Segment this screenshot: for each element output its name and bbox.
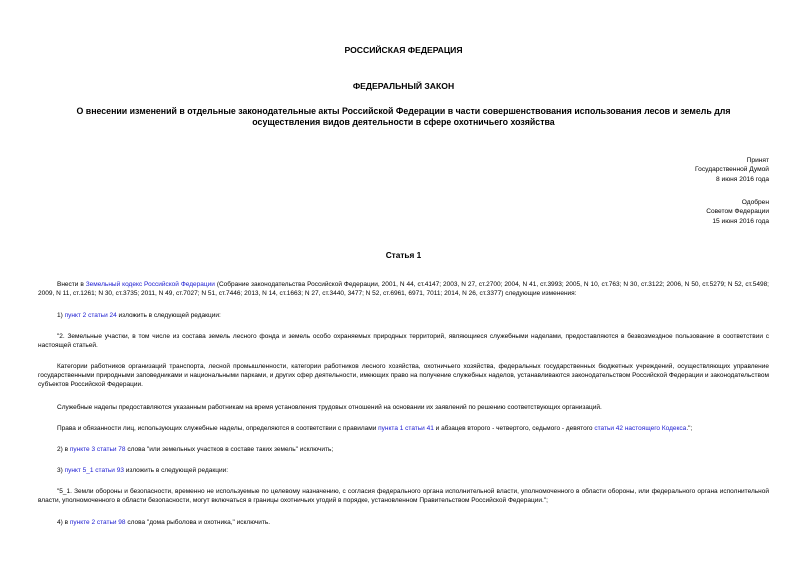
law-type-heading: ФЕДЕРАЛЬНЫЙ ЗАКОН	[352, 81, 455, 91]
land-code-link[interactable]: Земельный кодекс Российской Федерации	[85, 281, 215, 288]
adoption-approved	[706, 198, 769, 226]
quote-1-paragraph: "2. Земельные участки, в том числе из состава земель лесного фонда и земель особо охраняемых природных территорий, являющиеся служебными наделами, предоставляются в безвозмездное пользование в соответствии с настоящей статьей.	[38, 333, 769, 350]
quote-2-paragraph: "5_1. Земли обороны и безопасности, временно не используемые по целевому назначению, с согласия федерального органа исполнительной власти, уполномоченного в области обороны, или федерального органа исполнительной власти, уполномоченного в области безопасности, могут включаться в границы охотничьих угодий в порядке, установленном Правительством Российской Федерации.";	[38, 488, 769, 505]
item-4-link[interactable]: пункте 2 статьи 98	[69, 519, 126, 526]
item-3: 3) пункт 5_1 статьи 93 изложить в следующей редакции:	[57, 467, 229, 474]
law-title	[40, 106, 767, 128]
item-3-link[interactable]: пункт 5_1 статьи 93	[64, 467, 124, 474]
article-intro-paragraph: Внести в Земельный кодекс Российской Федерации (Собрание законодательства Российской Федерации, 2001, N 44, ст.4147; 2003, N 27, ст.2700; 2004, N 41, ст.3993; 2005, N 10, ст.763; N 30, ст.3122; 2006, N 50, ст.5279; N 52, ст.5498; 2009, N 11, ст.1261; N 30, ст.3735; 2011, N 49, ст.7027; N 51, ст.7446; 2013, N 14, ст.1663; N 27, ст.3440, 3477; N 52, ст.6961, 6971, 7011; 2014, N 26, ст.3377) следующие изменения:	[38, 281, 769, 298]
approved-label: Одобрен	[741, 199, 769, 206]
rights-paragraph: Права и обязанности лиц, использующих служебные наделы, определяются в соответствии с правилами пункта 1 статьи 41 и абзацев второго - четвертого, седьмого - девятого статьи 42 настоящего Кодекса.";	[57, 425, 693, 432]
accepted-label: Принят	[746, 157, 769, 164]
approved-date: 15 июня 2016 года	[712, 217, 769, 225]
item-2-link[interactable]: пункте 3 статьи 78	[69, 446, 126, 453]
item-1: 1) пункт 2 статьи 24 изложить в следующей редакции:	[57, 312, 221, 319]
item-2: 2) в пункте 3 статьи 78 слова "или земельных участков в составе таких земель" исключить;	[57, 446, 334, 453]
rights-link-1[interactable]: пункта 1 статьи 41	[378, 425, 434, 432]
rights-link-2[interactable]: статьи 42 настоящего Кодекса	[594, 425, 687, 432]
approved-body: Советом Федерации	[706, 208, 769, 216]
categories-paragraph: Категории работников организаций транспорта, лесной промышленности, категории работников лесного хозяйства, охотничьего хозяйства, федеральных государственных бюджетных учреждений, осуществляющих управление государственными природными заповедниками и национальными парками, и других сфер деятельности, имеющих право на получение служебных наделов, устанавливаются законодательством Российской Федерации и законодательством субъектов Российской Федерации.	[38, 363, 769, 389]
accepted-date: 8 июня 2016 года	[716, 175, 769, 183]
item-4: 4) в пункте 2 статьи 98 слова "дома рыболова и охотника," исключить.	[57, 519, 271, 526]
law-title-line-1: О внесении изменений в отдельные законодательные акты Российской Федерации в части совершенствования использования лесов и земель для	[76, 106, 731, 116]
accepted-body: Государственной Думой	[695, 166, 769, 174]
federation-heading: РОССИЙСКАЯ ФЕДЕРАЦИЯ	[344, 45, 463, 55]
article-heading: Статья 1	[385, 250, 422, 260]
item-1-link[interactable]: пункт 2 статьи 24	[64, 312, 117, 319]
law-title-line-2: осуществления видов деятельности в сфере охотничьего хозяйства	[252, 117, 555, 127]
allotments-paragraph: Служебные наделы предоставляются указанным работникам на время установления трудовых отношений на основании их заявлений по решению соответствующих организаций.	[57, 404, 602, 411]
adoption-accepted	[695, 156, 769, 184]
